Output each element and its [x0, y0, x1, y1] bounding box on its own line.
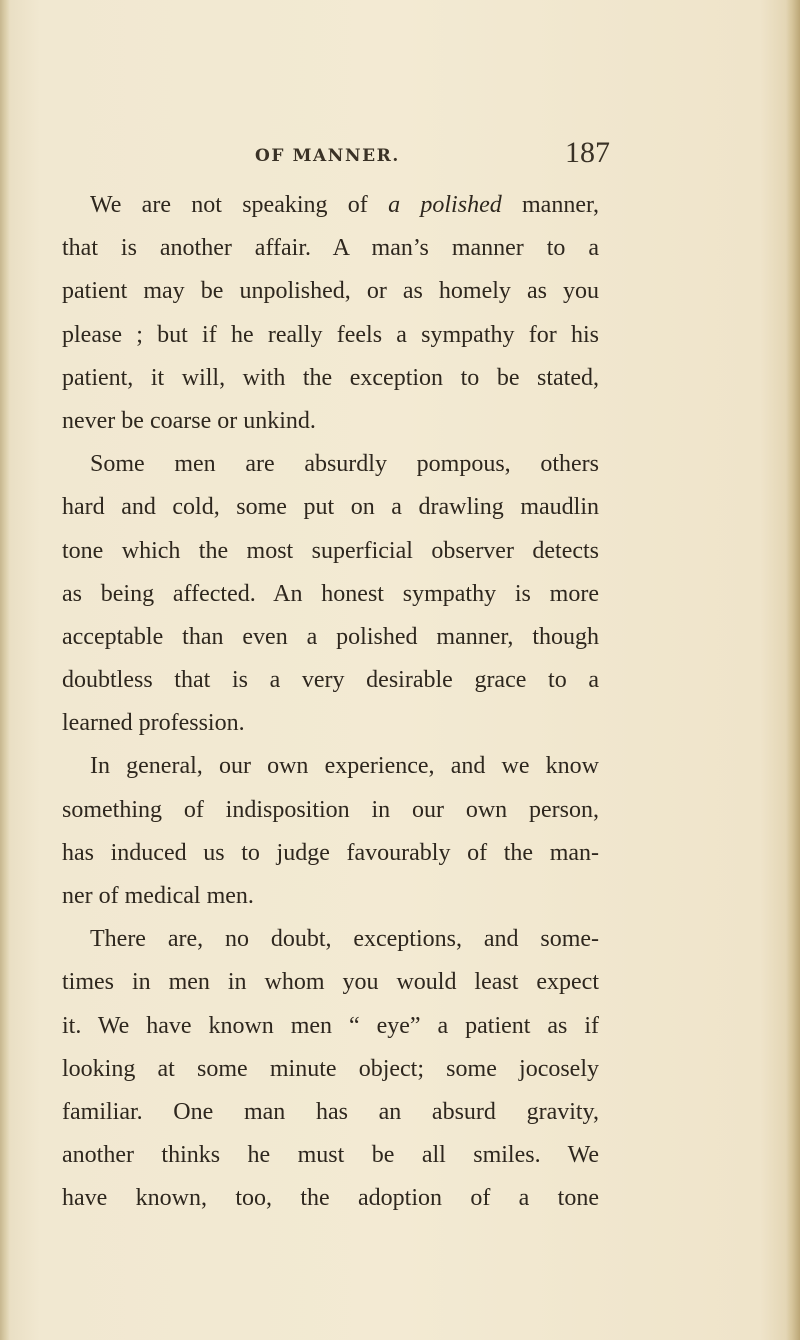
text-line: tone which the most superficial observer detects: [62, 537, 599, 564]
text-line: doubtless that is a very desirable grace to a: [62, 667, 599, 694]
text-line: learned profession.: [62, 710, 245, 737]
text-line: patient, it will, with the exception to be stated,: [62, 364, 599, 391]
page-left-edge: [0, 0, 10, 1340]
text-line: There are, no doubt, exceptions, and some-: [90, 926, 599, 953]
text-line: times in men in whom you would least expect: [62, 969, 599, 996]
text-line: ner of medical men.: [62, 883, 254, 909]
text-line: In general, our own experience, and we know: [90, 753, 599, 780]
text-line: never be coarse or unkind.: [62, 407, 316, 434]
page-number: 187: [565, 136, 610, 169]
text-line: acceptable than even a polished manner, though: [62, 623, 599, 650]
text-line: has induced us to judge favourably of the man-: [62, 839, 599, 866]
running-head: OF MANNER.: [255, 146, 400, 166]
text-line: patient may be unpolished, or as homely as you: [62, 278, 599, 305]
body-text: [62, 184, 599, 1221]
text-line: as being affected. An honest sympathy is more: [62, 580, 599, 607]
text-line: that is another affair. A man’s manner to a: [62, 235, 599, 262]
text-line: please ; but if he really feels a sympathy for his: [62, 321, 599, 348]
text-line: familiar. One man has an absurd gravity,: [62, 1098, 599, 1125]
text-line: hard and cold, some put on a drawling maudlin: [62, 494, 599, 521]
text-line: something of indisposition in our own person,: [62, 796, 599, 823]
text-line: looking at some minute object; some jocosely: [62, 1055, 599, 1082]
page-header: [255, 138, 625, 178]
text-line: it. We have known men “ eye” a patient as if: [62, 1012, 599, 1039]
text-line: another thinks he must be all smiles. We: [62, 1142, 599, 1169]
page-right-edge: [786, 0, 800, 1340]
text-line: Some men are absurdly pompous, others: [90, 451, 599, 478]
text-line: have known, too, the adoption of a tone: [62, 1185, 599, 1212]
text-line: We are not speaking of a polished manner,: [90, 192, 600, 218]
